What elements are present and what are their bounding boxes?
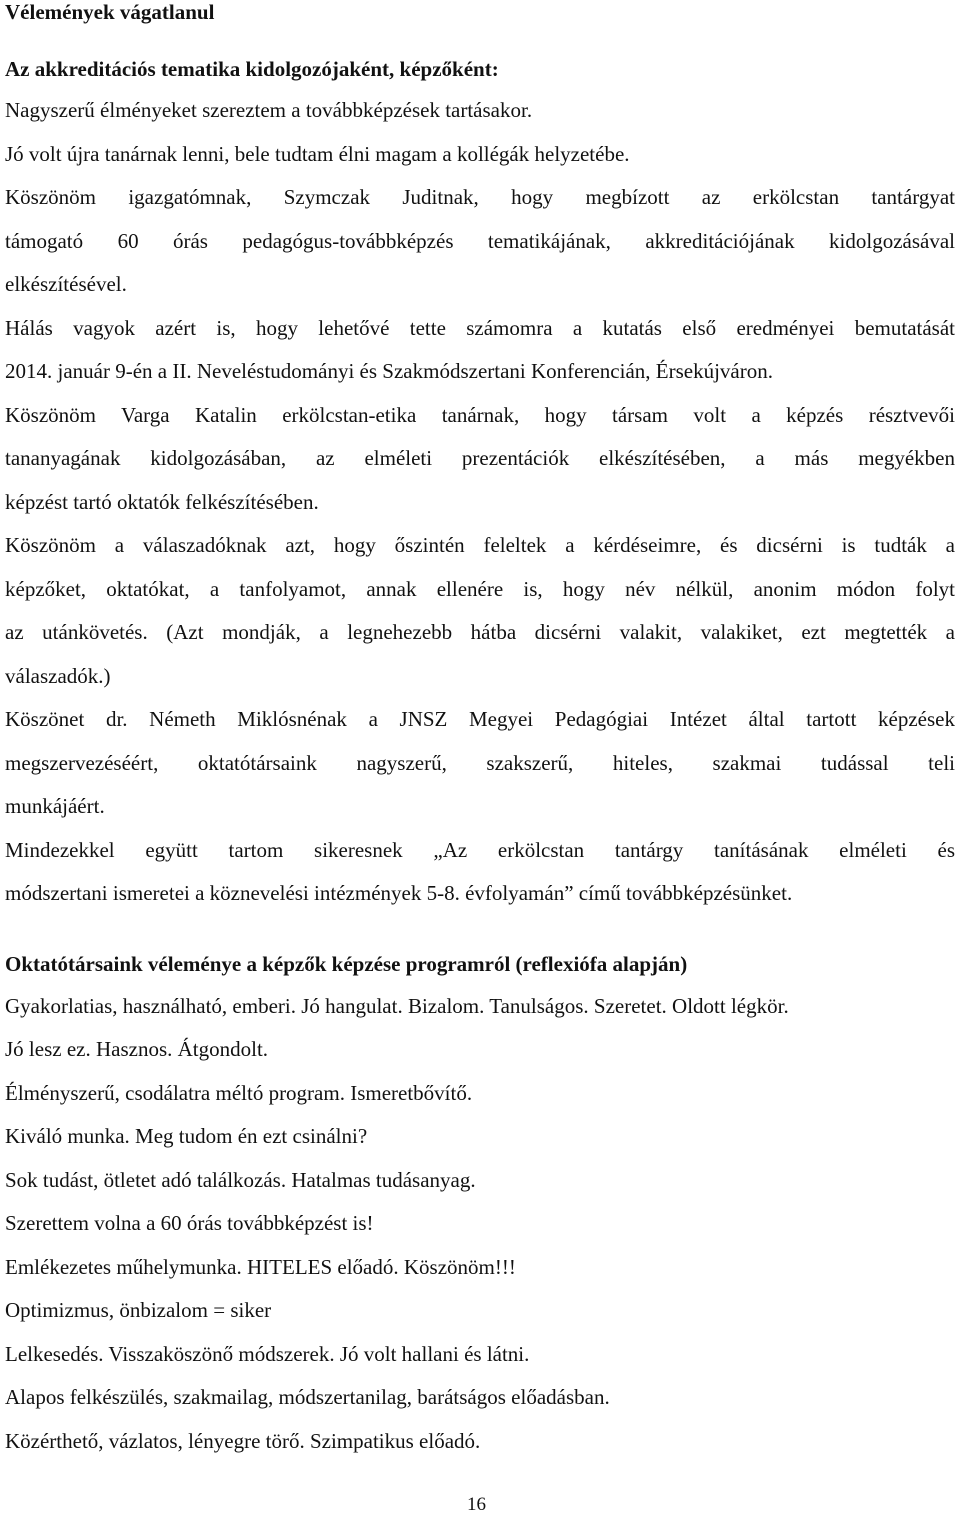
text-line: az utánkövetés. (Azt mondják, a legnehezebb hátba dicsérni valakit, valakiket, ezt megtették a (5, 620, 955, 644)
section2-heading: Oktatótársaink véleménye a képzők képzése programról (reflexiófa alapján) (5, 952, 688, 976)
text-line: Jó volt újra tanárnak lenni, bele tudtam élni magam a kollégák helyzetébe. (5, 142, 630, 166)
list-item: Közérthető, vázlatos, lényegre törő. Szimpatikus előadó. (5, 1429, 481, 1453)
list-item: Alapos felkészülés, szakmailag, módszertanilag, barátságos előadásban. (5, 1385, 610, 1409)
text-line: támogató 60 órás pedagógus-továbbképzés tematikájának, akkreditációjának kidolgozásával (5, 229, 955, 253)
page-number: 16 (467, 1494, 486, 1515)
text-line: Köszönöm igazgatómnak, Szymczak Juditnak, hogy megbízott az erkölcstan tantárgyat (5, 185, 955, 209)
list-item: Kiváló munka. Meg tudom én ezt csinálni? (5, 1124, 368, 1148)
text-line: képzőket, oktatókat, a tanfolyamot, annak ellenére is, hogy név nélkül, anonim módon folyt (5, 577, 955, 601)
section1-heading: Az akkreditációs tematika kidolgozójaként, képzőként: (5, 57, 499, 81)
text-line: Mindezekkel együtt tartom sikeresnek „Az erkölcstan tantárgy tanításának elméleti és (5, 838, 955, 862)
list-item: Gyakorlatias, használható, emberi. Jó hangulat. Bizalom. Tanulságos. Szeretet. Oldott légkör. (5, 994, 789, 1018)
text-line: Hálás vagyok azért is, hogy lehetővé tette számomra a kutatás első eredményei bemutatását (5, 316, 955, 340)
text-line: 2014. január 9-én a II. Neveléstudományi és Szakmódszertani Konferencián, Érsekújváron. (5, 359, 773, 383)
text-line: tananyagának kidolgozásában, az elméleti prezentációk elkészítésében, a más megyékben (5, 446, 955, 470)
text-line: Köszönöm a válaszadóknak azt, hogy őszintén feleltek a kérdéseimre, és dicsérni is tudták a (5, 533, 955, 557)
text-line: Nagyszerű élményeket szereztem a továbbképzések tartásakor. (5, 98, 533, 122)
list-item: Szerettem volna a 60 órás továbbképzést is! (5, 1211, 374, 1235)
text-line: elkészítésével. (5, 272, 127, 296)
list-item: Emlékezetes műhelymunka. HITELES előadó. Köszönöm!!! (5, 1255, 516, 1279)
list-item: Sok tudást, ötletet adó találkozás. Hatalmas tudásanyag. (5, 1168, 476, 1192)
list-item: Jó lesz ez. Hasznos. Átgondolt. (5, 1037, 269, 1061)
list-item: Optimizmus, önbizalom = siker (5, 1298, 272, 1322)
text-line: módszertani ismeretei a köznevelési intézmények 5-8. évfolyamán” című továbbképzésünket. (5, 881, 793, 905)
page-title: Vélemények vágatlanul (5, 0, 215, 24)
text-line: képzést tartó oktatók felkészítésében. (5, 490, 319, 514)
text-line: megszervezéséért, oktatótársaink nagyszerű, szakszerű, hiteles, szakmai tudással teli (5, 751, 955, 775)
text-line: Köszönöm Varga Katalin erkölcstan-etika tanárnak, hogy társam volt a képzés résztvevői (5, 403, 955, 427)
list-item: Élményszerű, csodálatra méltó program. Ismeretbővítő. (5, 1081, 473, 1105)
list-item: Lelkesedés. Visszaköszönő módszerek. Jó volt hallani és látni. (5, 1342, 530, 1366)
text-line: Köszönet dr. Németh Miklósnénak a JNSZ Megyei Pedagógiai Intézet által tartott képzések (5, 707, 955, 731)
text-line: válaszadók.) (5, 664, 111, 688)
text-line: munkájáért. (5, 794, 105, 818)
